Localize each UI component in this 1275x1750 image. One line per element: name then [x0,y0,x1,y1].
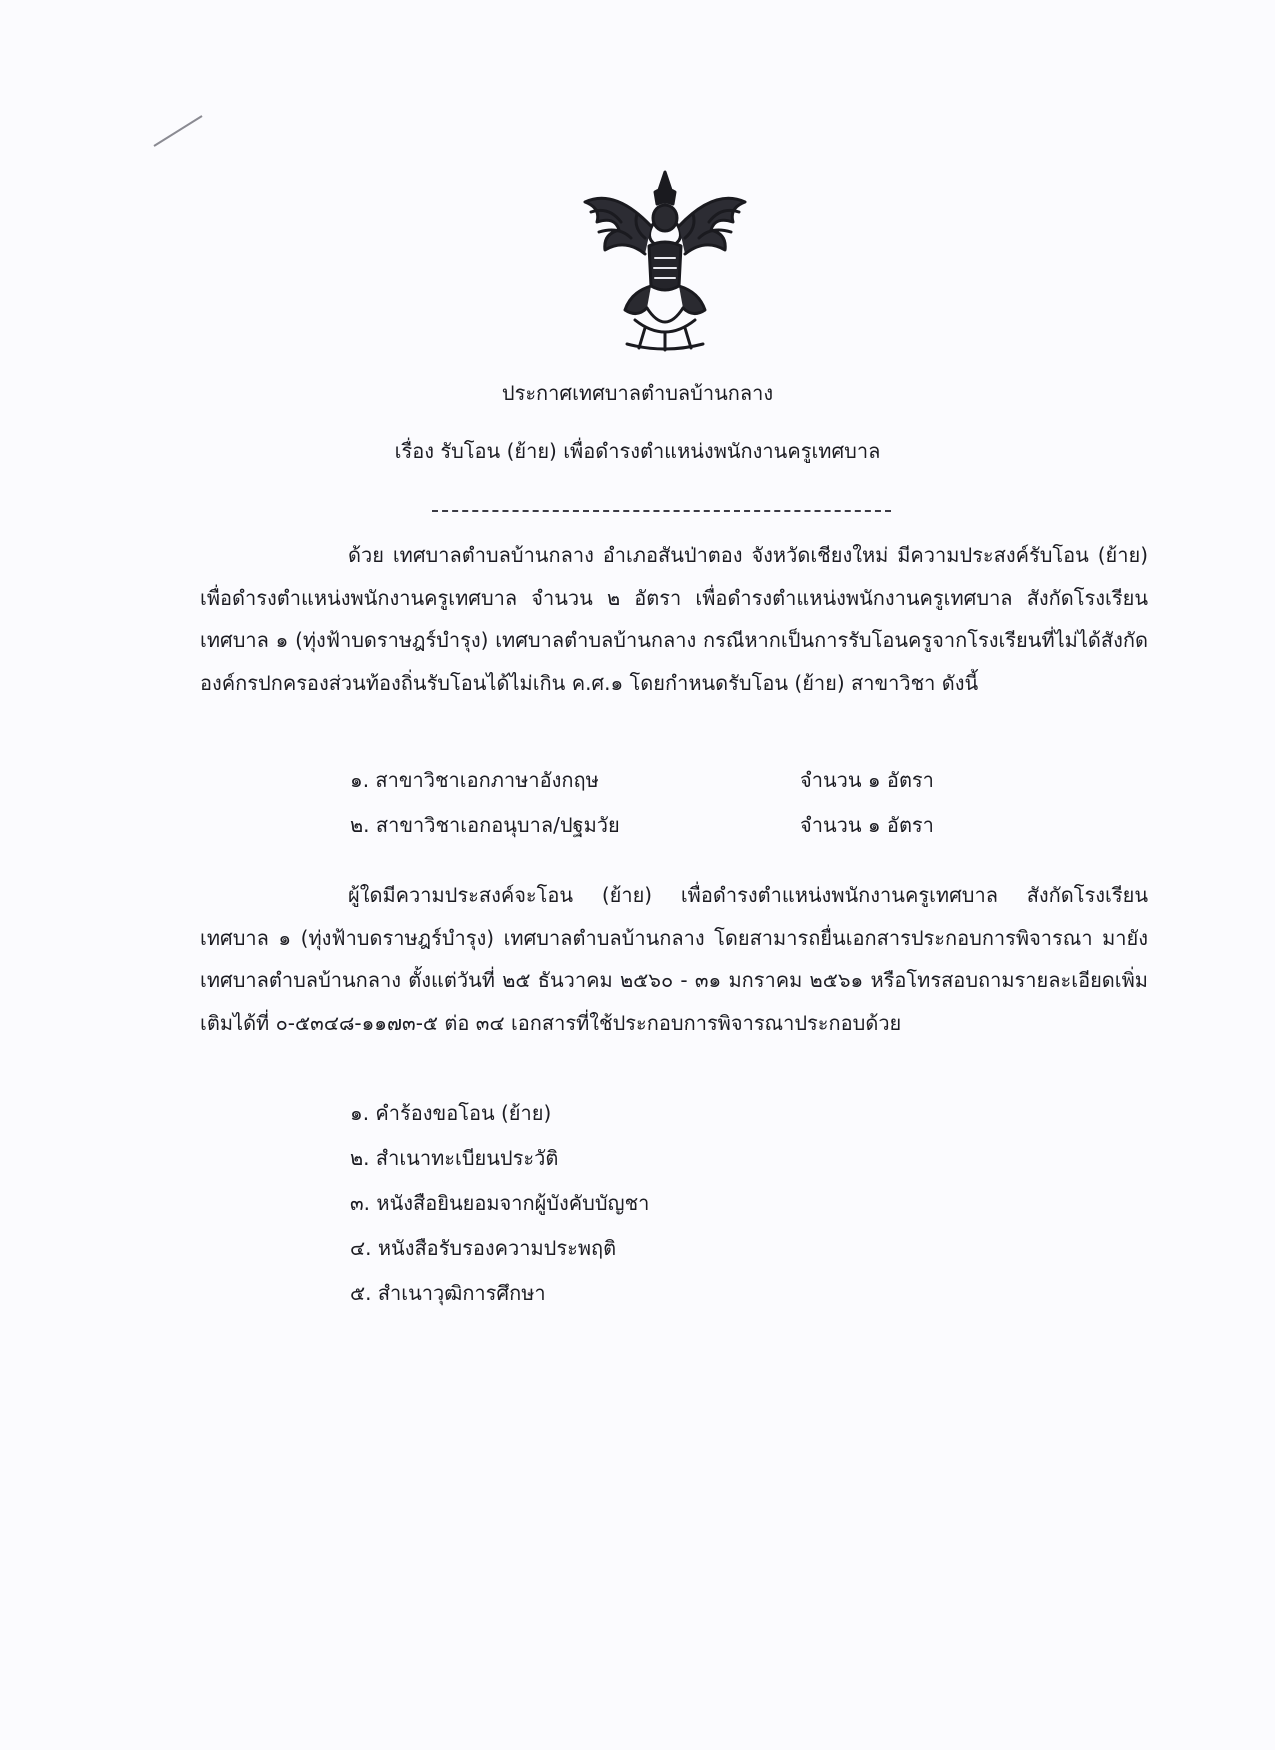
announcement-title: ประกาศเทศบาลตำบลบ้านกลาง [501,381,774,405]
subject-item [350,758,934,803]
heading-divider [432,510,891,512]
required-documents-list [350,1091,649,1316]
subject-quota: จำนวน ๑ อัตรา [800,813,934,837]
subject-quota: จำนวน ๑ อัตรา [800,768,934,792]
scan-scratch-mark [150,110,210,150]
garuda-emblem-icon [575,168,755,353]
document-item: ๔. หนังสือรับรองความประพฤติ [350,1236,617,1260]
document-item: ๓. หนังสือยินยอมจากผู้บังคับบัญชา [350,1191,650,1215]
intro-paragraph: ด้วย เทศบาลตำบลบ้านกลาง อำเภอสันป่าตอง จังหวัดเชียงใหม่ มีความประสงค์รับโอน (ย้าย) เพื่อดำรงตำแหน่งพนักงานครูเทศบาล จำนวน ๒ อัตรา เพื่อดำรงตำแหน่งพนักงานครูเทศบาล สังกัดโรงเรียนเทศบาล ๑ (ทุ่งฟ้าบดราษฎร์บำรุง) เทศบาลตำบลบ้านกลาง กรณีหากเป็นการรับโอนครูจากโรงเรียนที่ไม่ได้สังกัดองค์กรปกครองส่วนท้องถิ่นรับโอนได้ไม่เกิน ค.ศ.๑ โดยกำหนดรับโอน (ย้าย) สาขาวิชา ดังนี้ [200,543,1148,695]
document-item: ๕. สำเนาวุฒิการศึกษา [350,1281,546,1305]
subject-label: ๑. สาขาวิชาเอกภาษาอังกฤษ [350,768,599,792]
document-item: ๒. สำเนาทะเบียนประวัติ [350,1146,559,1170]
subject-item [350,803,934,848]
announcement-subject: เรื่อง รับโอน (ย้าย) เพื่อดำรงตำแหน่งพนักงานครูเทศบาล [394,439,881,463]
subject-label: ๒. สาขาวิชาเอกอนุบาล/ปฐมวัย [350,813,620,837]
application-paragraph: ผู้ใดมีความประสงค์จะโอน (ย้าย) เพื่อดำรงตำแหน่งพนักงานครูเทศบาล สังกัดโรงเรียนเทศบาล ๑ (ทุ่งฟ้าบดราษฎร์บำรุง) เทศบาลตำบลบ้านกลาง โดยสามารถยื่นเอกสารประกอบการพิจารณา มายังเทศบาลตำบลบ้านกลาง ตั้งแต่วันที่ ๒๕ ธันวาคม ๒๕๖๐ - ๓๑ มกราคม ๒๕๖๑ หรือโทรสอบถามรายละเอียดเพิ่มเติมได้ที่ ๐-๕๓๔๘-๑๑๗๓-๕ ต่อ ๓๔ เอกสารที่ใช้ประกอบการพิจารณาประกอบด้วย [200,883,1148,1035]
subject-list [350,758,934,848]
document-item: ๑. คำร้องขอโอน (ย้าย) [350,1101,552,1125]
